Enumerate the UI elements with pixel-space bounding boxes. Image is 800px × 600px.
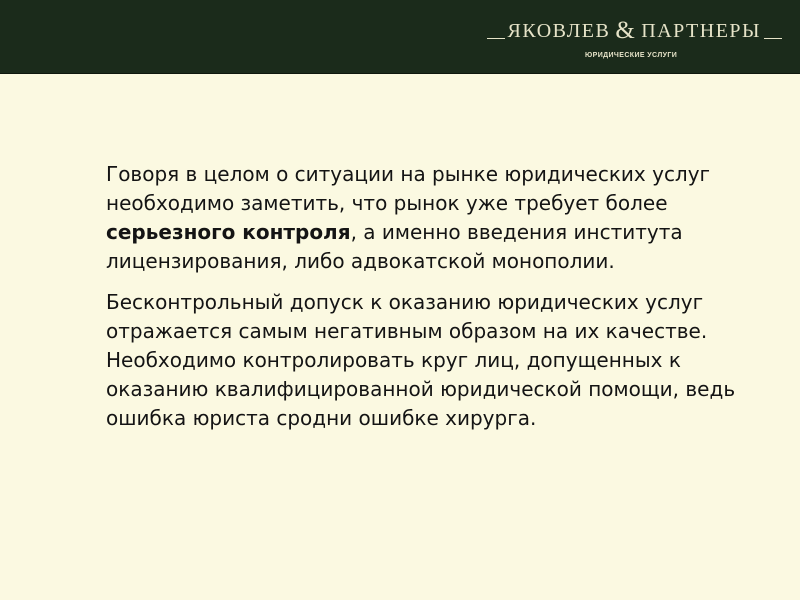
logo-ampersand: & <box>615 17 637 44</box>
logo-rule-right <box>764 38 782 39</box>
paragraph-1-emphasis: серьезного контроля <box>106 220 351 244</box>
paragraph-1-start: Говоря в целом о ситуации на рынке юридических услуг необходимо заметить, что рынок уже требует более <box>106 162 711 215</box>
logo-tagline: ЮРИДИЧЕСКИЕ УСЛУГИ <box>585 52 678 59</box>
company-logo <box>487 17 782 44</box>
header-bar <box>0 0 800 74</box>
paragraph-1-end: , а именно введения института лицензирования, либо адвокатской монополии. <box>106 220 683 273</box>
paragraph-1 <box>106 160 756 276</box>
logo-rule-left <box>487 38 505 39</box>
logo-text-first: ЯКОВЛЕВ <box>507 20 611 42</box>
logo-text-second: ПАРТНЕРЫ <box>641 20 761 42</box>
slide-body <box>106 160 756 445</box>
paragraph-2: Бесконтрольный допуск к оказанию юридических услуг отражается самым негативным образом на их качестве. Необходимо контролировать круг лиц, допущенных к оказанию квалифицированной юридической помощи, ведь ошибка юриста сродни ошибке хирурга. <box>106 290 736 430</box>
